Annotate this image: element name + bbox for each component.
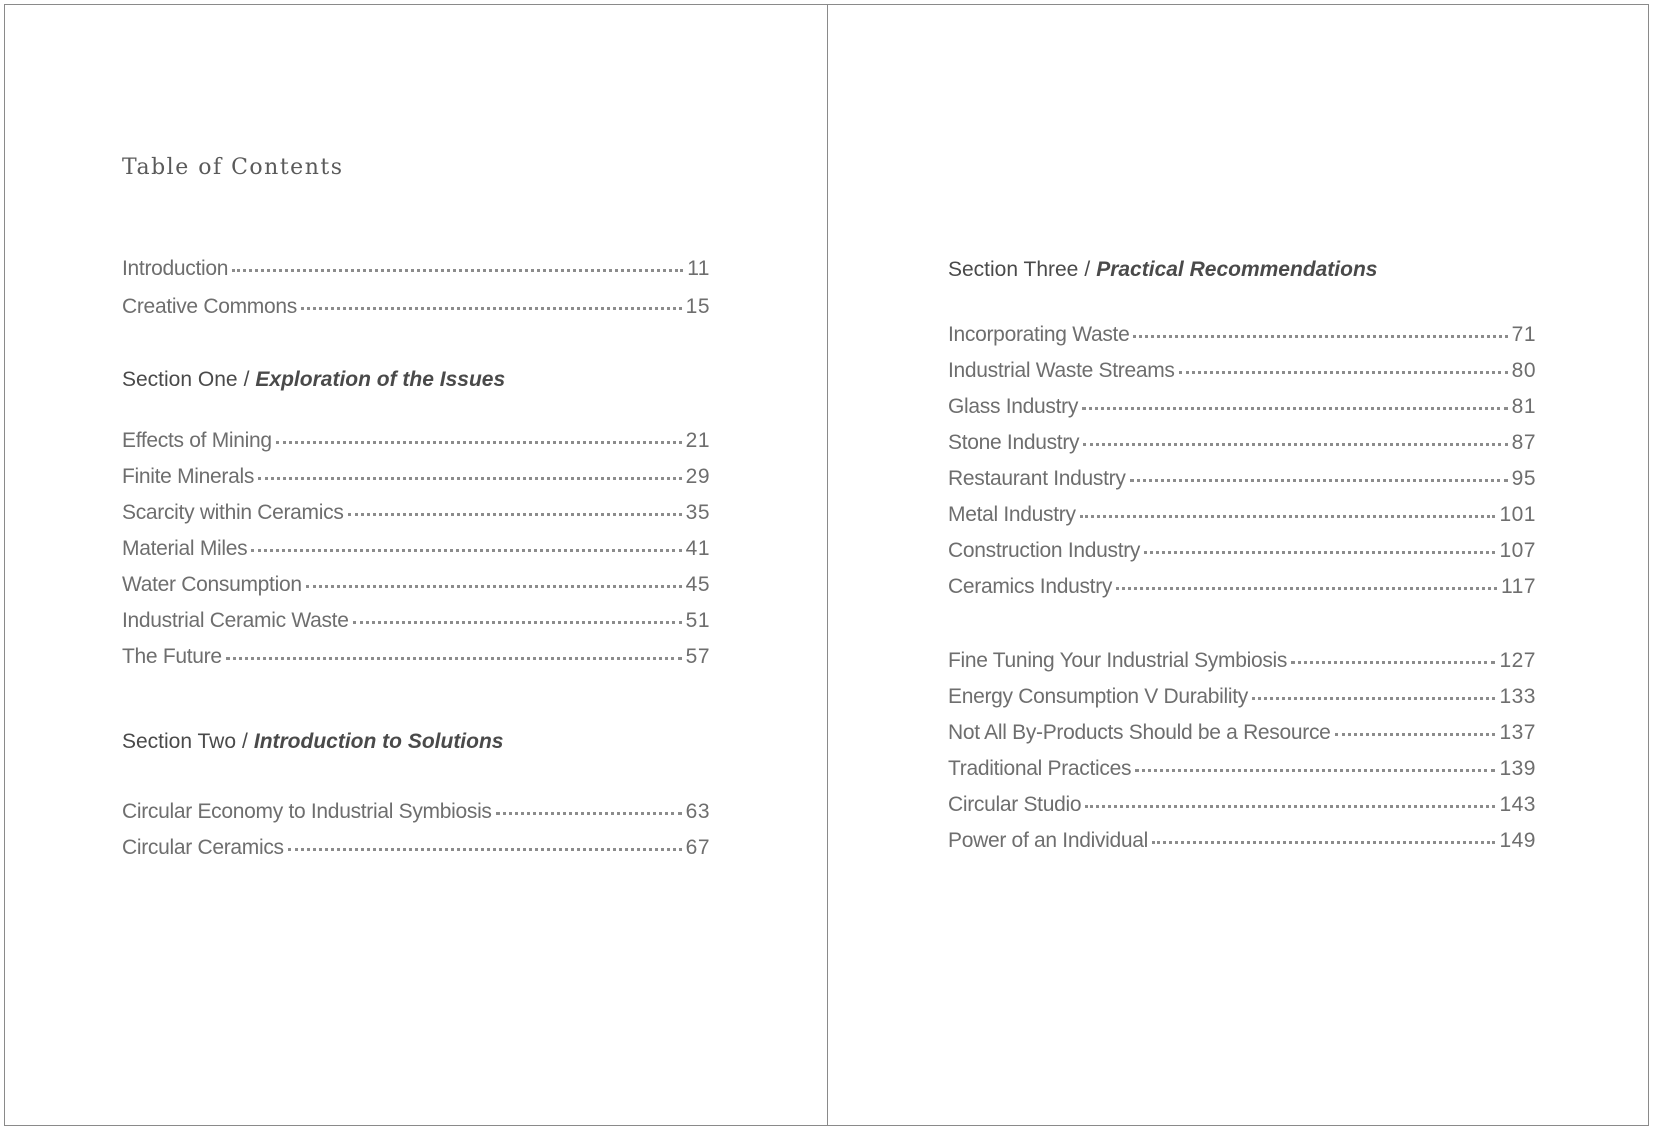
toc-entry-page: 11 [687, 257, 710, 280]
toc-entry-label: Construction Industry [948, 539, 1141, 562]
dot-leader [276, 437, 682, 444]
toc-entry-page: 117 [1501, 575, 1536, 598]
toc-entry-page: 149 [1499, 829, 1536, 852]
section-heading-separator: / [243, 368, 250, 391]
toc-entry-page: 63 [685, 800, 710, 823]
dot-leader [1252, 693, 1495, 700]
toc-entry-label: Traditional Practices [948, 757, 1132, 780]
toc-entry-page: 51 [685, 609, 710, 632]
section-three-heading [948, 258, 1377, 282]
toc-entry-page: 127 [1499, 649, 1536, 672]
toc-entry-label: Material Miles [122, 537, 248, 560]
toc-entry-label: Effects of Mining [122, 429, 272, 452]
dot-leader [232, 265, 683, 272]
toc-entry-label: The Future [122, 645, 222, 668]
toc-entry[interactable] [948, 323, 1536, 359]
toc-entry[interactable] [948, 757, 1536, 793]
toc-entry-label: Circular Studio [948, 793, 1082, 816]
toc-entry-page: 35 [685, 501, 710, 524]
toc-entry[interactable] [948, 467, 1536, 503]
toc-entry-label: Ceramics Industry [948, 575, 1113, 598]
toc-entry-label: Industrial Waste Streams [948, 359, 1175, 382]
toc-intro-list [122, 257, 710, 333]
toc-entry[interactable] [948, 395, 1536, 431]
dot-leader [348, 509, 682, 516]
toc-entry-page: 21 [685, 429, 710, 452]
toc-entry[interactable] [122, 573, 710, 609]
toc-entry-label: Glass Industry [948, 395, 1079, 418]
dot-leader [1291, 657, 1495, 664]
dot-leader [251, 545, 681, 552]
toc-entry-page: 57 [685, 645, 710, 668]
toc-entry[interactable] [122, 800, 710, 836]
left-page [5, 5, 827, 1125]
section-two-list [122, 800, 710, 872]
dot-leader [1085, 801, 1495, 808]
section-heading-subtitle: Exploration of the Issues [255, 368, 506, 391]
dot-leader [1144, 547, 1495, 554]
toc-entry-page: 137 [1499, 721, 1536, 744]
toc-entry-label: Circular Ceramics [122, 836, 284, 859]
toc-entry-page: 133 [1499, 685, 1536, 708]
dot-leader [258, 473, 682, 480]
toc-entry-page: 95 [1511, 467, 1536, 490]
toc-entry-label: Power of an Individual [948, 829, 1149, 852]
section-one-list [122, 429, 710, 681]
toc-entry-label: Stone Industry [948, 431, 1080, 454]
toc-entry-label: Scarcity within Ceramics [122, 501, 344, 524]
toc-entry[interactable] [948, 793, 1536, 829]
toc-entry[interactable] [122, 609, 710, 645]
toc-entry[interactable] [948, 649, 1536, 685]
toc-entry-label: Incorporating Waste [948, 323, 1130, 346]
dot-leader [353, 617, 682, 624]
toc-entry[interactable] [948, 539, 1536, 575]
dot-leader [1082, 403, 1508, 410]
toc-entry[interactable] [122, 501, 710, 537]
toc-entry[interactable] [948, 829, 1536, 865]
section-heading-subtitle: Introduction to Solutions [253, 730, 504, 753]
toc-entry-page: 15 [685, 295, 710, 318]
dot-leader [226, 653, 682, 660]
toc-entry-page: 45 [685, 573, 710, 596]
toc-entry-label: Energy Consumption V Durability [948, 685, 1249, 708]
dot-leader [1130, 475, 1508, 482]
toc-entry-label: Creative Commons [122, 295, 297, 318]
toc-entry-label: Not All By-Products Should be a Resource [948, 721, 1331, 744]
toc-entry[interactable] [948, 359, 1536, 395]
toc-entry-introduction[interactable] [122, 257, 710, 295]
toc-entry-page: 143 [1499, 793, 1536, 816]
section-one-heading [122, 368, 505, 392]
toc-entry-page: 71 [1511, 323, 1536, 346]
dot-leader [1083, 439, 1507, 446]
dot-leader [1080, 511, 1496, 518]
right-page [828, 5, 1650, 1125]
dot-leader [1335, 729, 1496, 736]
section-three-list-b [948, 649, 1536, 865]
section-heading-title: Section Two [122, 730, 237, 753]
toc-entry-label: Fine Tuning Your Industrial Symbiosis [948, 649, 1288, 672]
toc-entry-label: Water Consumption [122, 573, 302, 596]
dot-leader [1116, 583, 1497, 590]
toc-entry[interactable] [948, 685, 1536, 721]
dot-leader [301, 303, 682, 310]
toc-entry-page: 41 [685, 537, 710, 560]
toc-entry-page: 101 [1499, 503, 1536, 526]
section-two-heading [122, 730, 503, 754]
toc-entry-page: 87 [1511, 431, 1536, 454]
toc-entry[interactable] [948, 431, 1536, 467]
toc-entry[interactable] [122, 537, 710, 573]
toc-entry-label: Introduction [122, 257, 229, 280]
dot-leader [1133, 331, 1507, 338]
dot-leader [496, 808, 682, 815]
toc-entry[interactable] [122, 836, 710, 872]
toc-entry-page: 80 [1511, 359, 1536, 382]
toc-entry[interactable] [948, 721, 1536, 757]
toc-entry-label: Finite Minerals [122, 465, 255, 488]
toc-entry-creative-commons[interactable] [122, 295, 710, 333]
toc-title: Table of Contents [122, 155, 344, 180]
dot-leader [1152, 837, 1495, 844]
toc-entry-page: 81 [1511, 395, 1536, 418]
dot-leader [1179, 367, 1508, 374]
toc-entry-page: 29 [685, 465, 710, 488]
section-three-list-a [948, 323, 1536, 611]
toc-entry-label: Restaurant Industry [948, 467, 1126, 490]
section-heading-separator: / [1084, 258, 1091, 281]
book-spread [4, 4, 1649, 1126]
section-heading-title: Section Three [948, 258, 1079, 281]
section-heading-separator: / [242, 730, 248, 753]
section-heading-subtitle: Practical Recommendations [1096, 258, 1378, 281]
section-heading-title: Section One [122, 368, 238, 391]
toc-entry-label: Circular Economy to Industrial Symbiosis [122, 800, 492, 823]
toc-entry-label: Industrial Ceramic Waste [122, 609, 349, 632]
toc-entry-label: Metal Industry [948, 503, 1076, 526]
toc-entry[interactable] [122, 429, 710, 465]
toc-entry-page: 107 [1499, 539, 1536, 562]
toc-entry[interactable] [948, 503, 1536, 539]
toc-entry[interactable] [948, 575, 1536, 611]
dot-leader [1135, 765, 1495, 772]
dot-leader [306, 581, 682, 588]
toc-entry[interactable] [122, 465, 710, 501]
dot-leader [288, 844, 682, 851]
toc-entry-page: 67 [685, 836, 710, 859]
toc-entry[interactable] [122, 645, 710, 681]
toc-entry-page: 139 [1499, 757, 1536, 780]
